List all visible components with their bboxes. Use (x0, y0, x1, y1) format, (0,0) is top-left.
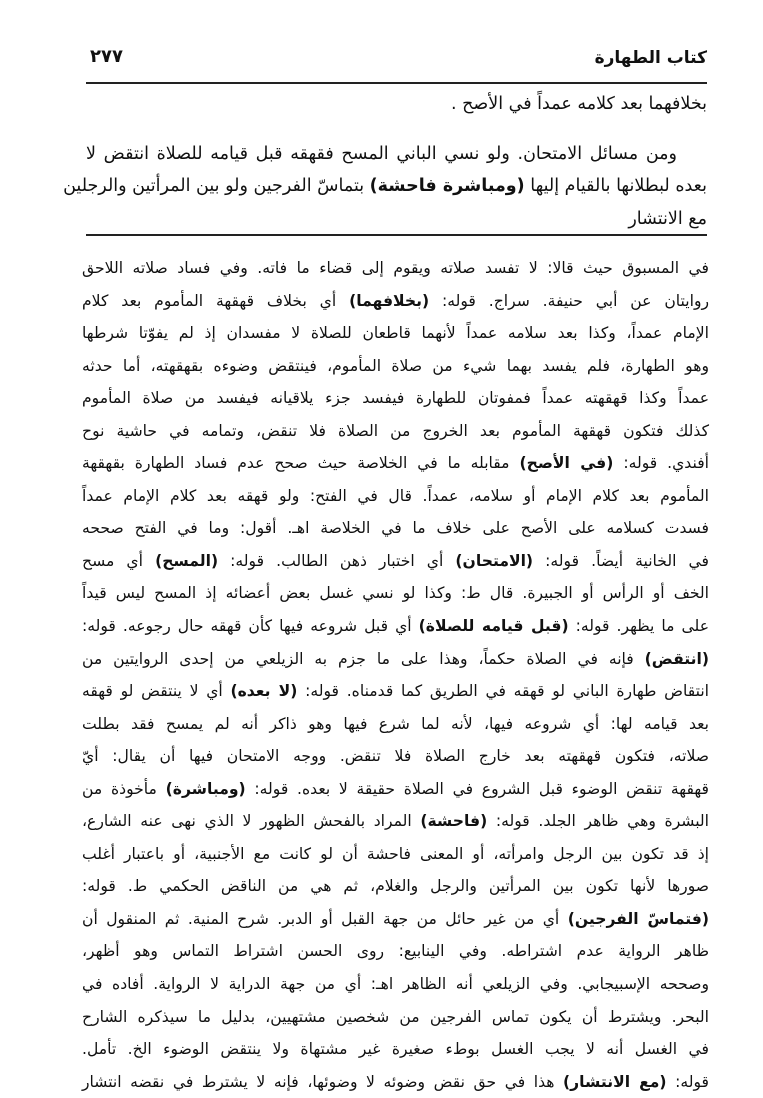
text-line (82, 610, 709, 643)
bold-term: (في الأصح) (519, 454, 614, 473)
text-segment: ومن مسائل الامتحان. ولو نسي الباني المسح فقهقه قبل قيامه للصلاة انتقض لا (86, 143, 677, 164)
text-line (82, 773, 709, 806)
text-line (82, 382, 709, 415)
text-segment: ظاهر الرواية عدم اشتراطه. وفي الينابيع: روى الحسن اشتراط التماس وهو أظهر، (82, 942, 709, 961)
text-line (82, 1066, 709, 1098)
text-line (82, 1033, 709, 1066)
text-segment: صورها لأنها تكون بين المرأتين والرجل والغلام، ثم هي من الناقض الحكمي ط. قوله: (82, 877, 709, 896)
text-segment: وهو الطهارة، فلم يفسد بهما شيء من صلاة المأموم، فينتقض وضوءه بقهقهته، أما حدثه (82, 356, 709, 375)
text-segment: فسدت كسلامه على الأصح على خلاف ما في الخلاصة اهـ. أقول: وما في الفتح صححه (82, 519, 709, 538)
text-line (86, 88, 707, 121)
text-segment: بعده لبطلانها بالقيام إليها (524, 176, 707, 196)
text-line (82, 577, 709, 610)
text-segment: مأخوذة من (82, 779, 166, 798)
text-segment: البحر. ويشترط أن يكون تماس الفرجين من شخصين مشتهيين، بدليل ما سيذكره الشارح (82, 1007, 709, 1026)
text-segment: عمداً وكذا قهقهته عمداً فمفوتان للطهارة فيفسد جزء يلاقيانه فيفسد من صلاة المأموم (82, 389, 709, 408)
text-segment: البشرة وهي ظاهر الجلد. قوله: (487, 812, 709, 831)
text-segment: فإنه في الصلاة حكماً، وهذا على ما جزم به الزيلعي من إحدى الروايتين من (82, 649, 645, 668)
text-line (82, 285, 709, 318)
main-text (63, 88, 707, 235)
text-segment: انتقاض طهارة الباني لو قهقه في الطريق كما قدمناه. قوله: (297, 682, 710, 701)
text-line (82, 838, 709, 871)
text-segment: في الغسل أنه لا يجب الغسل بوطء صغيرة غير مشتهاة ولا ينتقض الوضوء الخ. تأمل. (82, 1040, 709, 1059)
text-line (86, 138, 707, 171)
page-header (86, 42, 707, 84)
bold-term: (بخلافهما) (349, 291, 430, 310)
text-segment: المراد بالفحش الظهور لا الذي نهى عنه الشارع، (82, 812, 421, 831)
paragraph-gap (86, 121, 707, 138)
text-segment: بتماسّ الفرجين ولو بين المرأتين والرجلين (63, 176, 370, 196)
text-line (82, 252, 709, 285)
text-line (82, 350, 709, 383)
text-segment: أي من غير حائل من جهة القبل أو الدبر. شرح المنية. ثم المنقول أن (82, 909, 568, 928)
text-segment: روايتان عن أبي حنيفة. سراج. قوله: (429, 291, 710, 310)
text-line (82, 805, 709, 838)
text-segment: بعد قيامه لها: أي شروعه فيها، لأنه لما شرع فيها وهو ذاكر أنه لم يمسح فقد بطلت (82, 714, 709, 733)
text-line (82, 317, 709, 350)
text-line (82, 675, 709, 708)
text-segment: أي مسح (82, 551, 156, 570)
text-line (82, 1001, 709, 1034)
bold-term: (قبل قيامه للصلاة) (418, 617, 569, 636)
bold-term: (ومباشرة) (165, 779, 246, 798)
text-segment: مقابله ما في الخلاصة حيث صحح عدم فساد الطهارة بقهقهة (82, 454, 520, 473)
bold-term: (مع الانتشار) (563, 1072, 667, 1091)
text-segment: في الخانية أيضاً. قوله: (533, 551, 709, 570)
text-segment: كذلك فتكون قهقهة المأموم بعد الخروج من الصلاة فلا تنقض، وتمامه في حاشية نوح (82, 421, 709, 440)
text-line (82, 870, 709, 903)
text-line (82, 935, 709, 968)
section-divider (86, 234, 707, 236)
text-segment: بخلافهما بعد كلامه عمداً في الأصح . (450, 94, 707, 114)
text-line (82, 545, 709, 578)
text-segment: وصححه الإسبيجابي. وفي الزيلعي أنه الظاهر اهـ: أي من جهة الدراية لا الرواية. أفاده في (82, 975, 709, 994)
page-number: ٢٧٧ (90, 46, 123, 67)
text-segment: مع الانتشار (628, 208, 707, 229)
text-segment: أفندي. قوله: (613, 454, 709, 473)
text-line (82, 740, 709, 773)
text-segment: أي اختبار ذهن الطالب. قوله: (218, 551, 456, 570)
bold-term: (المسح) (155, 551, 219, 570)
text-segment: هذا في حق نقض وضوئه لا وضوئها، فإنه لا يشترط في نقضه انتشار (82, 1072, 564, 1091)
text-segment: أي بخلاف قهقهة المأموم بعد كلام (82, 291, 350, 310)
text-line (82, 968, 709, 1001)
text-line (82, 480, 709, 513)
text-segment: أي قبل شروعه فيها كأن قهقه حال رجوعه. قوله: (82, 617, 419, 636)
bold-term: (ومباشرة فاحشة) (369, 176, 525, 196)
text-line (82, 708, 709, 741)
text-segment: صلاته، فتكون قهقهته بعد خارج الصلاة فلا تنقض. ووجه الامتحان فيها أن يقال: أيّ (82, 747, 709, 766)
commentary-text (82, 252, 709, 1098)
text-line (86, 203, 707, 236)
text-line (82, 903, 709, 936)
bold-term: (فاحشة) (420, 812, 488, 831)
text-line (82, 415, 709, 448)
text-segment: قهقهة تنقض الوضوء قبل الشروع في الصلاة حقيقة لا بعده. قوله: (245, 779, 709, 798)
bold-term: (انتقض) (644, 649, 709, 668)
text-segment: إذ قد تكون بين الرجل وامرأته، أو المعنى فاحشة أن لو كانت مع الأجنبية، أو باعتبار أغلب (82, 844, 709, 863)
text-segment: في المسبوق حيث قالا: لا تفسد صلاته ويقوم إلى قضاء ما فاته. وفي فساد صلاته اللاحق (82, 259, 709, 277)
chapter-title: كتاب الطهارة (594, 48, 707, 68)
text-line (82, 512, 709, 545)
text-segment: المأموم بعد كلام الإمام أو سلامه، عمداً. قال في الفتح: ولو قهقه بعد كلام الإمام عمداً (82, 486, 709, 505)
text-line (82, 447, 709, 480)
text-segment: الخف أو الرأس أو الجبيرة. قال ط: وكذا لو نسي غسل بعض أعضائه إذ المسح ليس قيداً (82, 584, 709, 603)
text-segment: على ما يظهر. قوله: (568, 617, 709, 636)
text-segment: قوله: (666, 1072, 709, 1091)
bold-term: (فتماسّ الفرجين) (567, 909, 709, 928)
text-line (82, 643, 709, 676)
bold-term: (لا بعده) (230, 682, 298, 701)
text-segment: أي لا ينتقض لو قهقه (82, 682, 231, 701)
text-line (63, 170, 707, 203)
bold-term: (الامتحان) (455, 551, 534, 570)
text-segment: الإمام عمداً، وكذا بعد سلامه عمداً لأنهما قاطعان للصلاة لا مفسدان إذ لم يفوّتا شرطها (82, 324, 709, 343)
